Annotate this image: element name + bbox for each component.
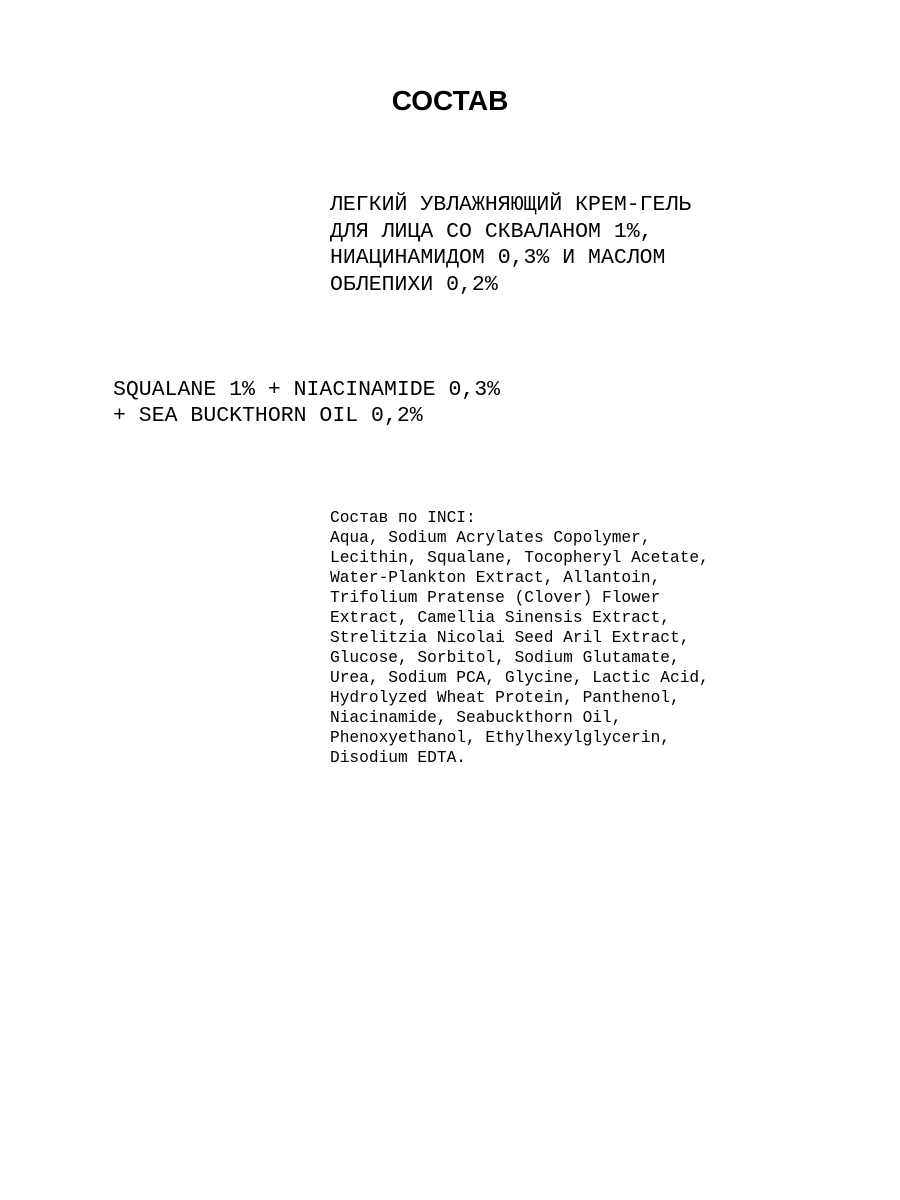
inci-line: Lecithin, Squalane, Tocopheryl Acetate, xyxy=(330,549,709,567)
inci-heading: Состав по INCI: xyxy=(330,509,476,527)
inci-line: Glucose, Sorbitol, Sodium Glutamate, xyxy=(330,649,680,667)
active-formula xyxy=(113,377,813,429)
inci-line: Trifolium Pratense (Clover) Flower xyxy=(330,589,661,607)
inci-line: Urea, Sodium PCA, Glycine, Lactic Acid, xyxy=(330,669,709,687)
inci-line: Hydrolyzed Wheat Protein, Panthenol, xyxy=(330,689,680,707)
inci-ingredients xyxy=(330,508,870,768)
inci-line: Disodium EDTA. xyxy=(330,749,466,767)
formula-line: SQUALANE 1% + NIACINAMIDE 0,3% xyxy=(113,378,501,402)
formula-line: + SEA BUCKTHORN OIL 0,2% xyxy=(113,404,423,428)
product-name-line: ЛЕГКИЙ УВЛАЖНЯЮЩИЙ КРЕМ-ГЕЛЬ xyxy=(330,193,692,217)
inci-line: Phenoxyethanol, Ethylhexylglycerin, xyxy=(330,729,670,747)
inci-line: Strelitzia Nicolai Seed Aril Extract, xyxy=(330,629,690,647)
inci-line: Niacinamide, Seabuckthorn Oil, xyxy=(330,709,622,727)
product-name xyxy=(330,192,870,298)
product-name-line: НИАЦИНАМИДОМ 0,3% И МАСЛОМ xyxy=(330,246,666,270)
inci-line: Water-Plankton Extract, Allantoin, xyxy=(330,569,661,587)
inci-line: Extract, Camellia Sinensis Extract, xyxy=(330,609,670,627)
page-title: СОСТАВ xyxy=(391,85,509,116)
product-name-line: ДЛЯ ЛИЦА СО СКВАЛАНОМ 1%, xyxy=(330,219,653,244)
inci-line: Aqua, Sodium Acrylates Copolymer, xyxy=(330,529,651,547)
product-name-line: ОБЛЕПИХИ 0,2% xyxy=(330,272,498,297)
